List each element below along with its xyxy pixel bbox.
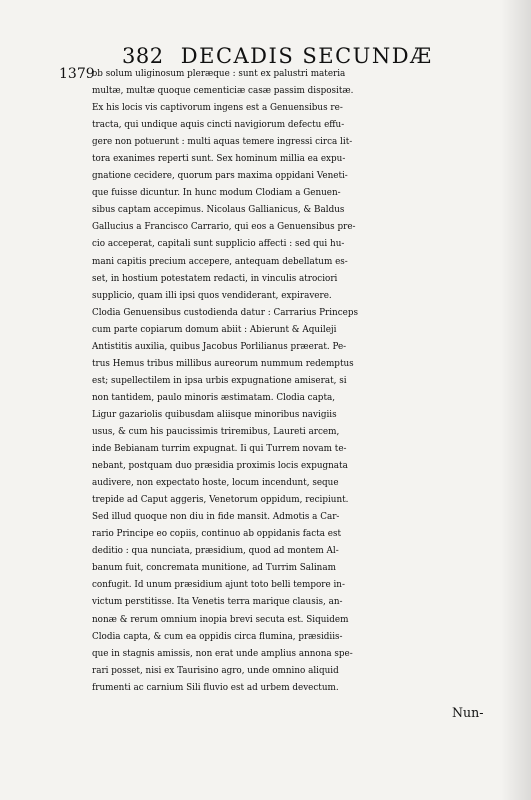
text-line: Gallucius a Francisco Carrario, qui eos a Genuensibus pre- bbox=[92, 222, 356, 233]
text-line: supplicio, quam illi ipsi quos vendiderant, expiravere. bbox=[92, 290, 332, 301]
text-line: Sed illud quoque non diu in fide mansit. Admotis a Car- bbox=[92, 512, 340, 523]
text-line: trepide ad Caput aggeris, Venetorum oppidum, recipiunt. bbox=[92, 495, 349, 506]
text-line: Clodia capta, & cum ea oppidis circa flumina, præsidiis- bbox=[92, 631, 343, 642]
text-line: que in stagnis amissis, non erat unde amplius annona spe- bbox=[92, 648, 353, 659]
text-line: victum perstitisse. Ita Venetis terra marique clausis, an- bbox=[92, 597, 343, 608]
text-line: tora exanimes reperti sunt. Sex hominum millia ea expu- bbox=[92, 154, 346, 165]
text-line: rario Principe eo copiis, continuo ab oppidanis facta est bbox=[92, 529, 342, 540]
text-line: nebant, postquam duo præsidia proximis locis expugnata bbox=[92, 461, 348, 472]
text-line: set, in hostium potestatem redacti, in vinculis atrociori bbox=[92, 273, 338, 284]
text-line: tracta, qui undique aquis cincti navigiorum defectu effu- bbox=[92, 120, 345, 131]
text-line: nonæ & rerum omnium inopia brevi secuta est. Siquidem bbox=[92, 614, 349, 625]
text-line: Antistitis auxilia, quibus Jacobus Porlilianus præerat. Pe- bbox=[92, 341, 347, 352]
text-line: deditio : qua nunciata, præsidium, quod ad montem Al- bbox=[92, 546, 339, 557]
page-edge-shadow bbox=[501, 0, 531, 800]
text-line: frumenti ac carnium Sili fluvio est ad urbem devectum. bbox=[92, 682, 339, 693]
text-line: Ligur gazariolis quibusdam aliisque minoribus navigiis bbox=[92, 409, 337, 420]
catchword: Nun- bbox=[452, 705, 484, 720]
text-line: mani capitis precium accepere, antequam debellatum es- bbox=[92, 256, 348, 267]
text-line: banum fuit, concremata munitione, ad Turrim Salinam bbox=[92, 563, 336, 574]
page-number: 382 bbox=[122, 44, 164, 68]
text-line: gere non potuerunt : multi aquas temere ingressi circa lit- bbox=[92, 137, 353, 148]
text-line: inde Bebianam turrim expugnat. Ii qui Turrem novam te- bbox=[92, 444, 347, 455]
body-text bbox=[92, 66, 488, 697]
text-line: Ex his locis vis captivorum ingens est a Genuensibus re- bbox=[92, 103, 343, 114]
text-line: audivere, non expectato hoste, locum incendunt, seque bbox=[92, 478, 339, 489]
text-line: que fuisse dicuntur. In hunc modum Clodiam a Genuen- bbox=[92, 188, 341, 199]
text-line: sibus captam accepimus. Nicolaus Gallianicus, & Baldus bbox=[92, 205, 345, 216]
text-line: non tantidem, paulo minoris æstimatam. Clodia capta, bbox=[92, 392, 336, 403]
text-line: confugit. Id unum præsidium ajunt toto belli tempore in- bbox=[92, 580, 345, 591]
text-line: ob solum uliginosum pleræque : sunt ex palustri materia bbox=[92, 69, 346, 79]
text-line: Clodia Genuensibus custodienda datur : Carrarius Princeps bbox=[92, 307, 358, 318]
text-line: trus Hemus tribus millibus aureorum nummum redemptus bbox=[92, 358, 354, 369]
text-line: gnatione cecidere, quorum pars maxima oppidani Veneti- bbox=[92, 171, 348, 182]
text-line: usus, & cum his paucissimis triremibus, Laureti arcem, bbox=[92, 426, 340, 437]
text-line: rari posset, nisi ex Taurisino agro, unde omnino aliquid bbox=[92, 665, 339, 676]
page-header bbox=[122, 44, 433, 68]
text-line: multæ, multæ quoque cementiciæ casæ passim dispositæ. bbox=[92, 86, 354, 97]
running-head: DECADIS SECUNDÆ bbox=[180, 44, 433, 68]
margin-year-note: 1379 bbox=[59, 66, 95, 82]
text-line: est; supellectilem in ipsa urbis expugnatione amiserat, si bbox=[92, 375, 347, 386]
text-line: cio acceperat, capitali sunt supplicio affecti : sed qui hu- bbox=[92, 239, 345, 250]
text-line: cum parte copiarum domum abiit : Abierunt & Aquileji bbox=[92, 324, 337, 335]
